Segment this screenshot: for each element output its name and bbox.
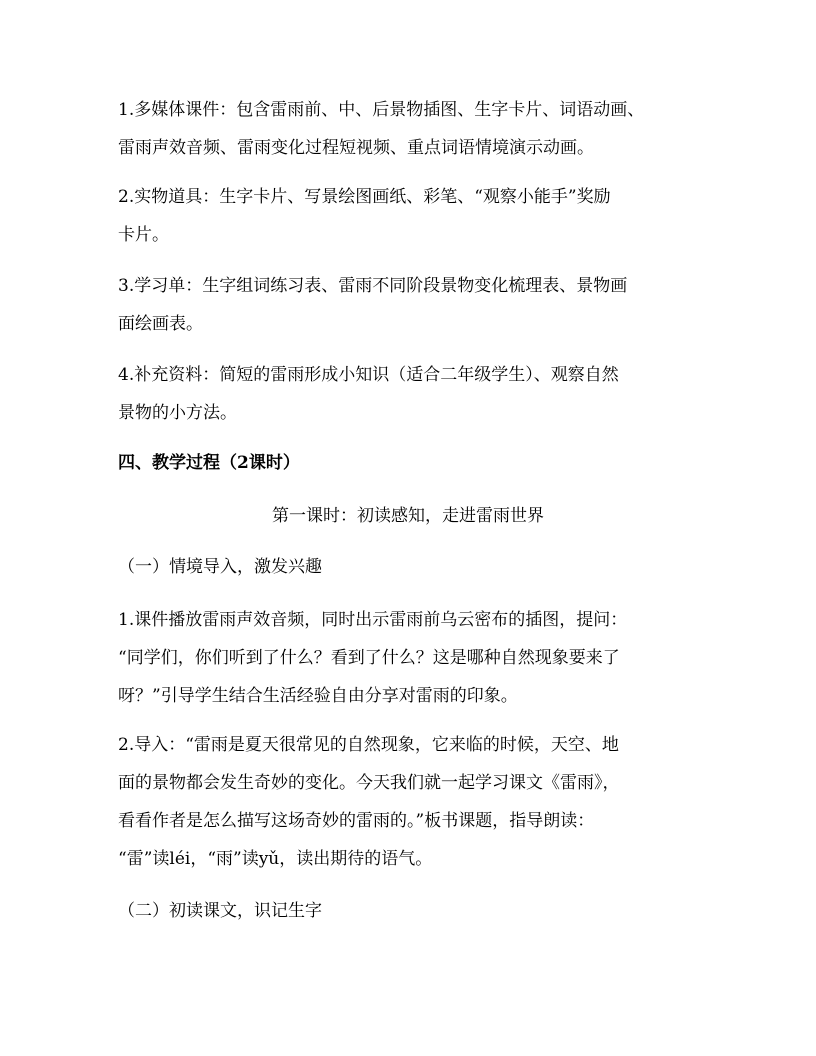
text-line: 呀？”引导学生结合生活经验自由分享对雷雨的印象。: [118, 686, 518, 706]
text-line: 3.学习单：生字组词练习表、雷雨不同阶段景物变化梳理表、景物画: [118, 276, 628, 296]
materials-item-1: [118, 91, 708, 167]
text-line: 1.课件播放雷雨声效音频，同时出示雷雨前乌云密布的插图，提问：: [118, 610, 628, 630]
text-line: 面的景物都会发生奇妙的变化。今天我们就一起学习课文《雷雨》，: [118, 773, 620, 793]
text-line: 2.导入：“雷雨是夏天很常见的自然现象，它来临的时候，天空、地: [118, 735, 619, 755]
text-line: 2.实物道具：生字卡片、写景绘图画纸、彩笔、“观察小能手”奖励: [118, 187, 611, 207]
lesson-title: 第一课时：初读感知，走进雷雨世界: [272, 506, 544, 526]
step-1: [118, 601, 708, 715]
materials-item-2: [118, 178, 708, 254]
materials-item-3: [118, 267, 708, 343]
text-line: “同学们，你们听到了什么？看到了什么？这是哪种自然现象要来了: [118, 648, 620, 668]
text-line: 1.多媒体课件：包含雷雨前、中、后景物插图、生字卡片、词语动画、: [118, 100, 645, 120]
materials-item-4: [118, 356, 708, 432]
text-line: 面绘画表。: [118, 314, 203, 334]
subsection-heading-2: （二）初读课文，识记生字: [118, 901, 322, 921]
subsection-heading-1: （一）情境导入，激发兴趣: [118, 557, 322, 577]
step-2: [118, 726, 708, 878]
text-line: 4.补充资料：简短的雷雨形成小知识（适合二年级学生）、观察自然: [118, 365, 619, 385]
text-line: 雷雨声效音频、雷雨变化过程短视频、重点词语情境演示动画。: [118, 138, 594, 158]
text-line: 看看作者是怎么描写这场奇妙的雷雨的。”板书课题，指导朗读：: [118, 811, 595, 831]
text-line: 景物的小方法。: [118, 403, 237, 423]
text-line: “雷”读léi，“雨”读yǔ，读出期待的语气。: [118, 849, 433, 869]
section-heading: 四、教学过程（2课时）: [118, 453, 300, 473]
text-line: 卡片。: [118, 225, 169, 245]
